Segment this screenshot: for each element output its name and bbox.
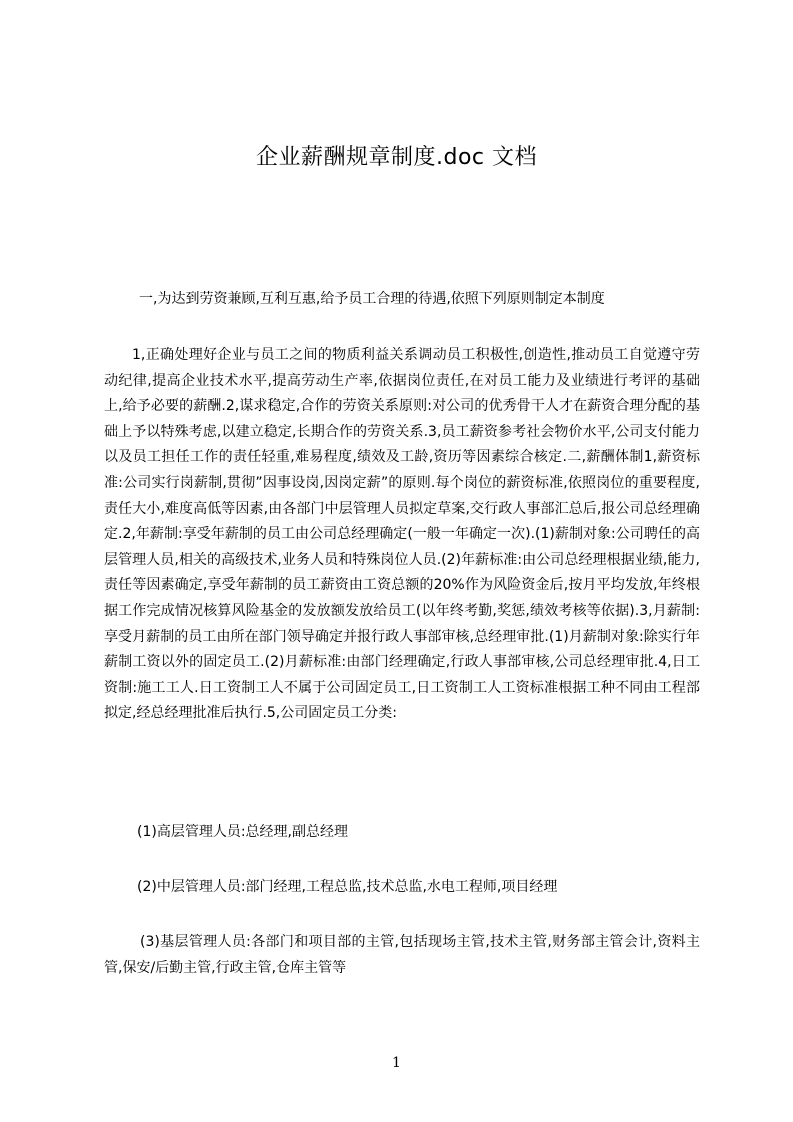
page-number: 1	[392, 1055, 401, 1071]
list-item-middle-management: (2)中层管理人员:部门经理,工程总监,技术总监,水电工程师,项目经理	[137, 879, 558, 895]
main-paragraph: 1,正确处理好企业与员工之间的物质利益关系调动员工积极性,创造性,推动员工自觉遵守劳动纪律,提高企业技术水平,提高劳动生产率,依据岗位责任,在对员工能力及业绩进行考评的基础上,给予必要的薪酬.2,谋求稳定,合作的劳资关系原则:对公司的优秀骨干人才在薪资合理分配的基础上予以特殊考虑,以建立稳定,长期合作的劳资关系.3,员工薪资参考社会物价水平,公司支付能力以及员工担任工作的责任轻重,难易程度,绩效及工龄,资历等因素综合核定.二,薪酬体制1,薪资标准:公司实行岗薪制,贯彻”因事设岗,因岗定薪”的原则.每个岗位的薪资标准,依照岗位的重要程度,责任大小,难度高低等因素,由各部门中层管理人员拟定草案,交行政人事部汇总后,报公司总经理确定.2,年薪制:享受年薪制的员工由公司总经理确定(一般一年确定一次).(1)薪制对象:公司聘任的高层管理人员,相关的高级技术,业务人员和特殊岗位人员.(2)年薪标准:由公司总经理根据业绩,能力,责任等因素确定,享受年薪制的员工薪资由工资总额的20%作为风险资金后,按月平均发放,年终根据工作完成情况核算风险基金的发放额发放给员工(以年终考勤,奖惩,绩效考核等依据).3,月薪制:享受月薪制的员工由所在部门领导确定并报行政人事部审核,总经理审批.(1)月薪制对象:除实行年薪制工资以外的固定员工.(2)月薪标准:由部门经理确定,行政人事部审核,公司总经理审批.4,日工资制:施工工人.日工资制工人不属于公司固定员工,日工资制工人工资标准根据工种不同由工程部拟定,经总经理批准后执行.5,公司固定员工分类:	[104, 347, 700, 722]
document-title: 企业薪酬规章制度.doc 文档	[255, 145, 537, 170]
list-item-basic-management: (3)基层管理人员:各部门和项目部的主管,包括现场主管,技术主管,财务部主管会计,资料主管,保安/后勤主管,行政主管,仓库主管等	[104, 934, 700, 976]
section-heading: 一,为达到劳资兼顾,互利互惠,给予员工合理的待遇,依照下列原则制定本制度	[139, 291, 605, 307]
list-item-senior-management: (1)高层管理人员:总经理,副总经理	[137, 824, 348, 840]
